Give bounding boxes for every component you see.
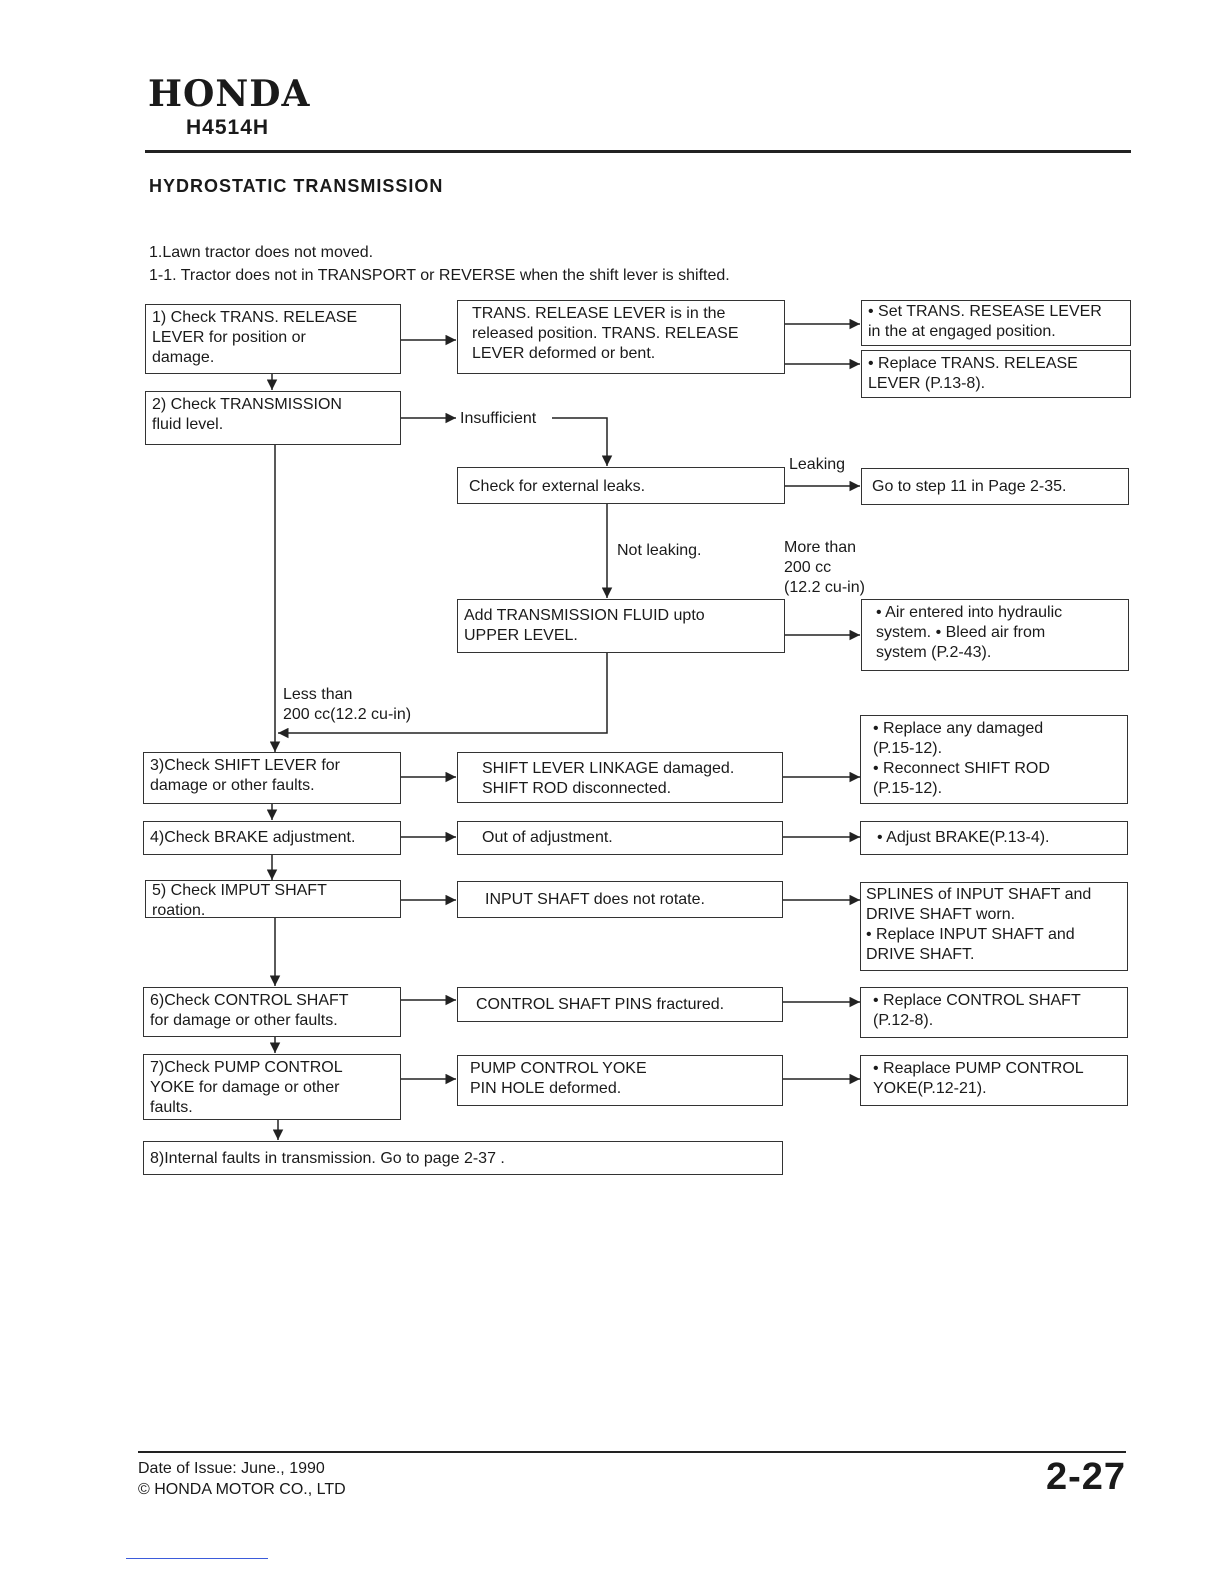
- intro-line-2: 1-1. Tractor does not in TRANSPORT or REVERSE when the shift lever is shifted.: [149, 267, 730, 284]
- finding-4-box: SHIFT LEVER LINKAGE damaged. SHIFT ROD disconnected.: [457, 752, 783, 803]
- issue-date: Date of Issue: June., 1990: [138, 1460, 325, 1477]
- step-1-box: 1) Check TRANS. RELEASE LEVER for position or damage.: [145, 304, 401, 374]
- finding-5-box: Out of adjustment.: [457, 821, 783, 855]
- footer-rule: [138, 1451, 1126, 1453]
- section-title: HYDROSTATIC TRANSMISSION: [149, 176, 444, 196]
- step-8-box: 8)Internal faults in transmission. Go to page 2-37 .: [143, 1141, 783, 1175]
- step-6-box: 6)Check CONTROL SHAFT for damage or other faults.: [143, 987, 401, 1037]
- intro-line-1: 1.Lawn tractor does not moved.: [149, 244, 374, 261]
- finding-7-box: CONTROL SHAFT PINS fractured.: [457, 987, 783, 1022]
- action-6-box: • Adjust BRAKE(P.13-4).: [860, 821, 1128, 855]
- step-4-box: 4)Check BRAKE adjustment.: [143, 821, 401, 855]
- action-4-box: • Air entered into hydraulic system. • Bleed air from system (P.2-43).: [861, 599, 1129, 671]
- step-5-box: 5) Check IMPUT SHAFT roation.: [145, 880, 401, 918]
- label-more-than: More than 200 cc (12.2 cu-in): [784, 539, 865, 596]
- step-2-box: 2) Check TRANSMISSION fluid level.: [145, 391, 401, 445]
- finding-3-box: Add TRANSMISSION FLUID upto UPPER LEVEL.: [457, 599, 785, 653]
- finding-1-box: TRANS. RELEASE LEVER is in the released position. TRANS. RELEASE LEVER deformed or bent.: [457, 300, 785, 374]
- step-3-box: 3)Check SHIFT LEVER for damage or other faults.: [143, 752, 401, 804]
- page-number: 2-27: [1045, 1456, 1126, 1498]
- line-insufficient-leaks: [552, 418, 607, 466]
- honda-logo: HONDA: [148, 73, 311, 115]
- finding-2-box: Check for external leaks.: [457, 467, 785, 504]
- copyright: © HONDA MOTOR CO., LTD: [138, 1481, 346, 1498]
- action-8-box: • Replace CONTROL SHAFT (P.12-8).: [860, 987, 1128, 1038]
- label-insufficient: Insufficient: [460, 410, 537, 427]
- label-leaking: Leaking: [789, 456, 846, 473]
- finding-6-box: INPUT SHAFT does not rotate.: [457, 881, 783, 918]
- action-3-box: Go to step 11 in Page 2-35.: [861, 468, 1129, 505]
- action-1-box: • Set TRANS. RESEASE LEVER in the at engaged position.: [861, 300, 1131, 346]
- step-7-box: 7)Check PUMP CONTROL YOKE for damage or other faults.: [143, 1054, 401, 1120]
- action-5-box: • Replace any damaged (P.15-12). • Reconnect SHIFT ROD (P.15-12).: [860, 715, 1128, 804]
- bottom-link-underline: [126, 1558, 268, 1559]
- finding-8-box: PUMP CONTROL YOKE PIN HOLE deformed.: [457, 1055, 783, 1106]
- action-2-box: • Replace TRANS. RELEASE LEVER (P.13-8).: [861, 350, 1131, 398]
- action-7-box: SPLINES of INPUT SHAFT and DRIVE SHAFT worn. • Replace INPUT SHAFT and DRIVE SHAFT.: [860, 882, 1128, 971]
- label-less-than: Less than 200 cc(12.2 cu-in): [283, 686, 412, 723]
- label-not-leaking: Not leaking.: [617, 542, 702, 559]
- action-9-box: • Reaplace PUMP CONTROL YOKE(P.12-21).: [860, 1055, 1128, 1106]
- model-number: H4514H: [186, 116, 270, 139]
